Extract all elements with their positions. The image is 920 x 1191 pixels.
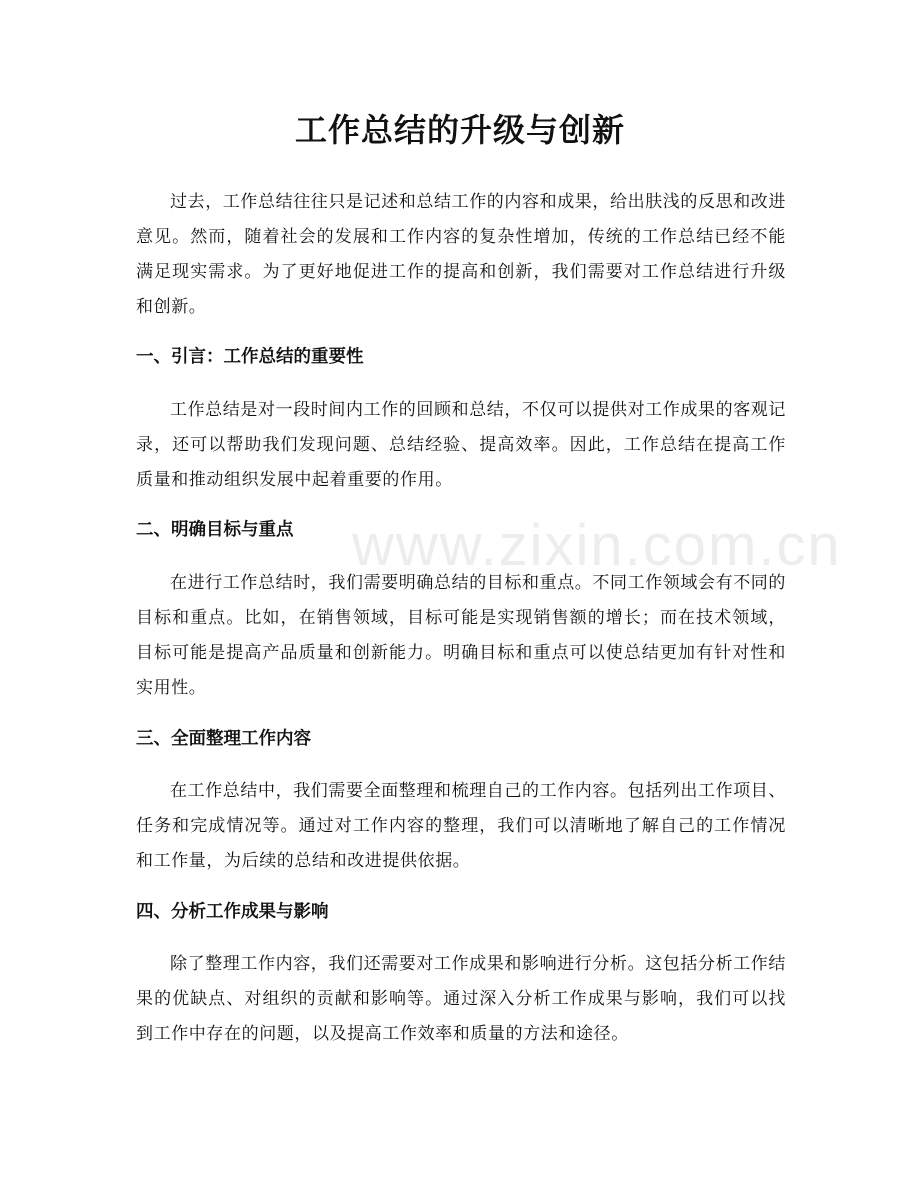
section-heading-3: 三、全面整理工作内容: [136, 729, 311, 749]
section-heading-2: 二、明确目标与重点: [136, 520, 294, 540]
intro-paragraph: 过去，工作总结往往只是记述和总结工作的内容和成果，给出肤浅的反思和改进意见。然而，随着社会的发展和工作内容的复杂性增加，传统的工作总结已经不能满足现实需求。为了更好地促进工作的提高和创新，我们需要对工作总结进行升级和创新。: [136, 192, 786, 317]
section-heading-4: 四、分析工作成果与影响: [136, 902, 329, 922]
watermark: www.zixin.com.cn: [352, 513, 842, 578]
section-heading-1: 一、引言：工作总结的重要性: [136, 347, 364, 367]
section-body-1: 工作总结是对一段时间内工作的回顾和总结，不仅可以提供对工作成果的客观记录，还可以帮助我们发现问题、总结经验、提高效率。因此，工作总结在提高工作质量和推动组织发展中起着重要的作用。: [136, 400, 786, 490]
section-body-4: 除了整理工作内容，我们还需要对工作成果和影响进行分析。这包括分析工作结果的优缺点、对组织的贡献和影响等。通过深入分析工作成果与影响，我们可以找到工作中存在的问题，以及提高工作效率和质量的方法和途径。: [136, 954, 786, 1044]
page-title: 工作总结的升级与创新: [294, 111, 625, 149]
section-body-3: 在工作总结中，我们需要全面整理和梳理自己的工作内容。包括列出工作项目、任务和完成情况等。通过对工作内容的整理，我们可以清晰地了解自己的工作情况和工作量，为后续的总结和改进提供依据。: [136, 781, 786, 871]
section-body-2: 在进行工作总结时，我们需要明确总结的目标和重点。不同工作领域会有不同的目标和重点。比如，在销售领域，目标可能是实现销售额的增长；而在技术领域，目标可能是提高产品质量和创新能力。明确目标和重点可以使总结更加有针对性和实用性。: [136, 573, 786, 698]
